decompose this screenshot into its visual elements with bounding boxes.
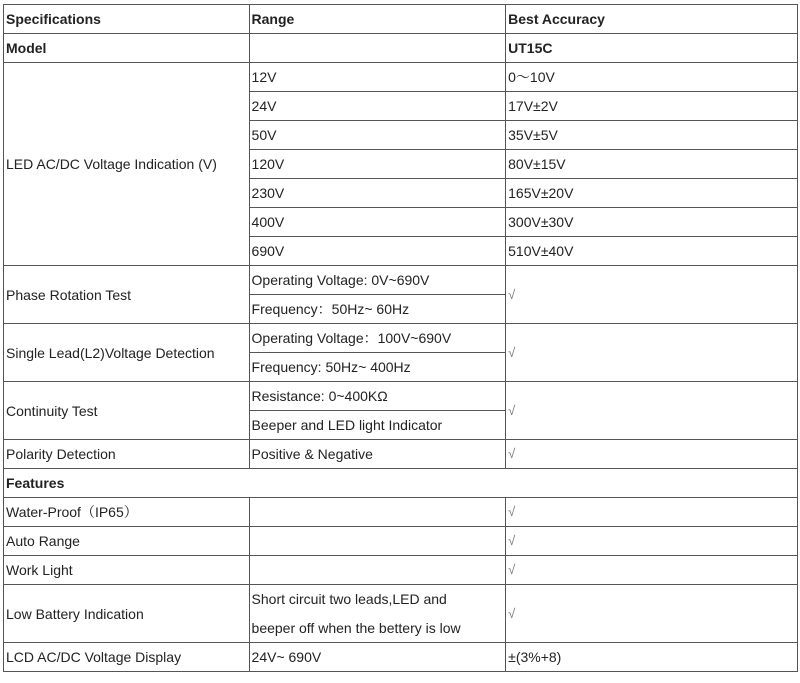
phase-rotation-range-1: Operating Voltage: 0V~690V xyxy=(249,266,506,295)
voltage-range: 230V xyxy=(249,179,506,208)
voltage-accuracy: 35V±5V xyxy=(506,121,798,150)
check-mark: √ xyxy=(506,440,798,469)
model-range xyxy=(249,34,506,63)
single-lead-range-2: Frequency: 50Hz~ 400Hz xyxy=(249,353,506,382)
voltage-accuracy: 165V±20V xyxy=(506,179,798,208)
waterproof-label: Water-Proof（IP65） xyxy=(4,498,250,527)
check-mark: √ xyxy=(506,498,798,527)
voltage-range: 24V xyxy=(249,92,506,121)
table-row xyxy=(4,63,798,92)
table-row xyxy=(4,527,798,556)
polarity-label: Polarity Detection xyxy=(4,440,250,469)
table-row xyxy=(4,556,798,585)
voltage-indication-label: LED AC/DC Voltage Indication (V) xyxy=(4,63,250,266)
voltage-range: 400V xyxy=(249,208,506,237)
features-header-row xyxy=(4,469,798,498)
low-battery-range-1: Short circuit two leads,LED and xyxy=(249,585,506,614)
table-row xyxy=(4,324,798,353)
check-mark: √ xyxy=(506,556,798,585)
model-row xyxy=(4,34,798,63)
single-lead-label: Single Lead(L2)Voltage Detection xyxy=(4,324,250,382)
auto-range-label: Auto Range xyxy=(4,527,250,556)
continuity-range-2: Beeper and LED light Indicator xyxy=(249,411,506,440)
voltage-accuracy: 510V±40V xyxy=(506,237,798,266)
polarity-range: Positive & Negative xyxy=(249,440,506,469)
voltage-range: 50V xyxy=(249,121,506,150)
voltage-accuracy: 0～10V xyxy=(506,63,798,92)
table-row xyxy=(4,585,798,614)
waterproof-range xyxy=(249,498,506,527)
features-header: Features xyxy=(4,469,798,498)
lcd-display-label: LCD AC/DC Voltage Display xyxy=(4,643,250,672)
check-mark: √ xyxy=(506,266,798,324)
check-mark: √ xyxy=(506,585,798,643)
single-lead-range-1: Operating Voltage：100V~690V xyxy=(249,324,506,353)
model-label: Model xyxy=(4,34,250,63)
voltage-range: 120V xyxy=(249,150,506,179)
model-value: UT15C xyxy=(506,34,798,63)
voltage-accuracy: 80V±15V xyxy=(506,150,798,179)
spec-table xyxy=(3,4,798,672)
lcd-display-value: ±(3%+8) xyxy=(506,643,798,672)
work-light-range xyxy=(249,556,506,585)
check-mark: √ xyxy=(506,324,798,382)
table-row xyxy=(4,643,798,672)
table-row xyxy=(4,440,798,469)
header-specifications: Specifications xyxy=(4,5,250,34)
table-row xyxy=(4,498,798,527)
table-header-row xyxy=(4,5,798,34)
low-battery-label: Low Battery Indication xyxy=(4,585,250,643)
phase-rotation-range-2: Frequency：50Hz~ 60Hz xyxy=(249,295,506,324)
auto-range-range xyxy=(249,527,506,556)
voltage-range: 690V xyxy=(249,237,506,266)
check-mark: √ xyxy=(506,527,798,556)
header-range: Range xyxy=(249,5,506,34)
lcd-display-range: 24V~ 690V xyxy=(249,643,506,672)
header-best-accuracy: Best Accuracy xyxy=(506,5,798,34)
continuity-label: Continuity Test xyxy=(4,382,250,440)
low-battery-range-2: beeper off when the bettery is low xyxy=(249,614,506,643)
table-row xyxy=(4,382,798,411)
continuity-range-1: Resistance: 0~400KΩ xyxy=(249,382,506,411)
voltage-accuracy: 17V±2V xyxy=(506,92,798,121)
table-row xyxy=(4,266,798,295)
check-mark: √ xyxy=(506,382,798,440)
voltage-range: 12V xyxy=(249,63,506,92)
work-light-label: Work Light xyxy=(4,556,250,585)
voltage-accuracy: 300V±30V xyxy=(506,208,798,237)
phase-rotation-label: Phase Rotation Test xyxy=(4,266,250,324)
